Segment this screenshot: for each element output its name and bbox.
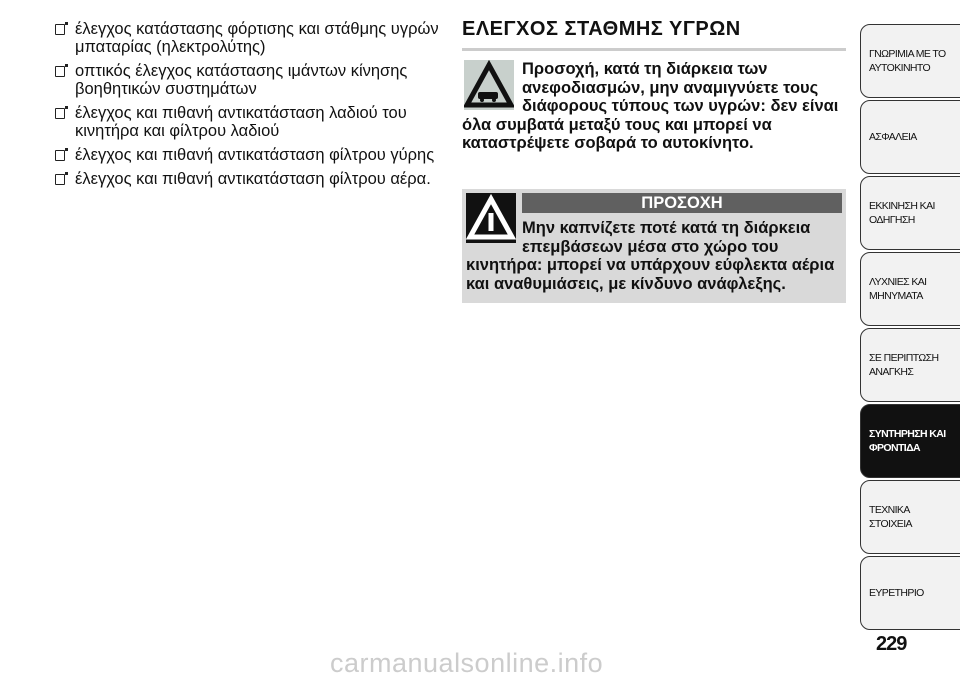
tab-label: ΣΥΝΤΗΡΗΣΗ ΚΑΙ ΦΡΟΝΤΙΔΑ <box>869 428 946 454</box>
checkbox-bullet-icon <box>55 66 65 77</box>
checkbox-bullet-icon <box>55 150 65 161</box>
tab-chapter-7[interactable] <box>860 480 960 554</box>
tab-label: ΕΚΚΙΝΗΣΗ ΚΑΙ ΟΔΗΓΗΣΗ <box>869 200 935 226</box>
list-item <box>55 170 445 188</box>
section-title: ΕΛΕΓΧΟΣ ΣΤΑΘΜΗΣ ΥΓΡΩΝ <box>462 18 846 51</box>
page-number: 229 <box>876 633 907 655</box>
tab-chapter-4[interactable] <box>860 252 960 326</box>
list-item-text: έλεγχος κατάστασης φόρτισης και στάθμης υγρών μπαταρίας (ηλεκτρολύτης) <box>75 20 439 56</box>
list-item <box>55 104 445 140</box>
warning-box <box>462 189 846 304</box>
tab-chapter-5[interactable] <box>860 328 960 402</box>
caution-note <box>462 60 846 153</box>
list-item-text: οπτικός έλεγχος κατάστασης ιμάντων κίνησης βοηθητικών συστημάτων <box>75 62 408 98</box>
tab-label: ΕΥΡΕΤΗΡΙΟ <box>869 587 924 599</box>
checkbox-bullet-icon <box>55 24 65 35</box>
list-item-text: έλεγχος και πιθανή αντικατάσταση φίλτρου γύρης <box>75 146 435 164</box>
list-item <box>55 20 445 56</box>
warning-triangle-icon <box>466 193 516 243</box>
tab-chapter-6-active[interactable] <box>860 404 960 478</box>
list-item <box>55 62 445 98</box>
list-item-text: έλεγχος και πιθανή αντικατάσταση φίλτρου αέρα. <box>75 170 431 188</box>
tab-label: ΤΕΧΝΙΚΑ ΣΤΟΙΧΕΙΑ <box>869 504 912 530</box>
tab-label: ΑΣΦΑΛΕΙΑ <box>869 131 917 143</box>
vehicle-warning-icon <box>464 60 514 110</box>
tab-label: ΣΕ ΠΕΡΙΠΤΩΣΗ ΑΝΑΓΚΗΣ <box>869 352 939 378</box>
tab-chapter-2[interactable] <box>860 100 960 174</box>
checkbox-bullet-icon <box>55 174 65 185</box>
tab-label: ΓΝΩΡΙΜΙΑ ΜΕ ΤΟ ΑΥΤΟΚΙΝΗΤΟ <box>869 48 946 74</box>
maintenance-list <box>55 20 445 194</box>
tab-label: ΛΥΧΝΙΕΣ ΚΑΙ ΜΗΝΥΜΑΤΑ <box>869 276 927 302</box>
checkbox-bullet-icon <box>55 108 65 119</box>
tab-chapter-3[interactable] <box>860 176 960 250</box>
list-item-text: έλεγχος και πιθανή αντικατάσταση λαδιού του κινητήρα και φίλτρου λαδιού <box>75 104 407 140</box>
chapter-tabs <box>860 24 960 632</box>
fluid-level-section <box>462 18 846 303</box>
warning-title: ΠΡΟΣΟΧΗ <box>522 193 842 214</box>
caution-text: Προσοχή, κατά τη διάρκεια των ανεφοδιασμών, μην αναμιγνύετε τους διάφορους τύπους των υγρών: δεν είναι όλα συμβατά μεταξύ τους και μπορεί να καταστρέψετε σοβαρά το αυτοκίνητο. <box>462 60 839 152</box>
watermark: carmanualsonline.info <box>330 648 604 678</box>
tab-chapter-8[interactable] <box>860 556 960 630</box>
tab-chapter-1[interactable] <box>860 24 960 98</box>
list-item <box>55 146 445 164</box>
warning-text: Μην καπνίζετε ποτέ κατά τη διάρκεια επεμβάσεων μέσα στο χώρο του κινητήρα: μπορεί να υπάρχουν εύφλεκτα αέρια και αναθυμιάσεις, με κίνδυνο ανάφλεξης. <box>466 219 835 293</box>
